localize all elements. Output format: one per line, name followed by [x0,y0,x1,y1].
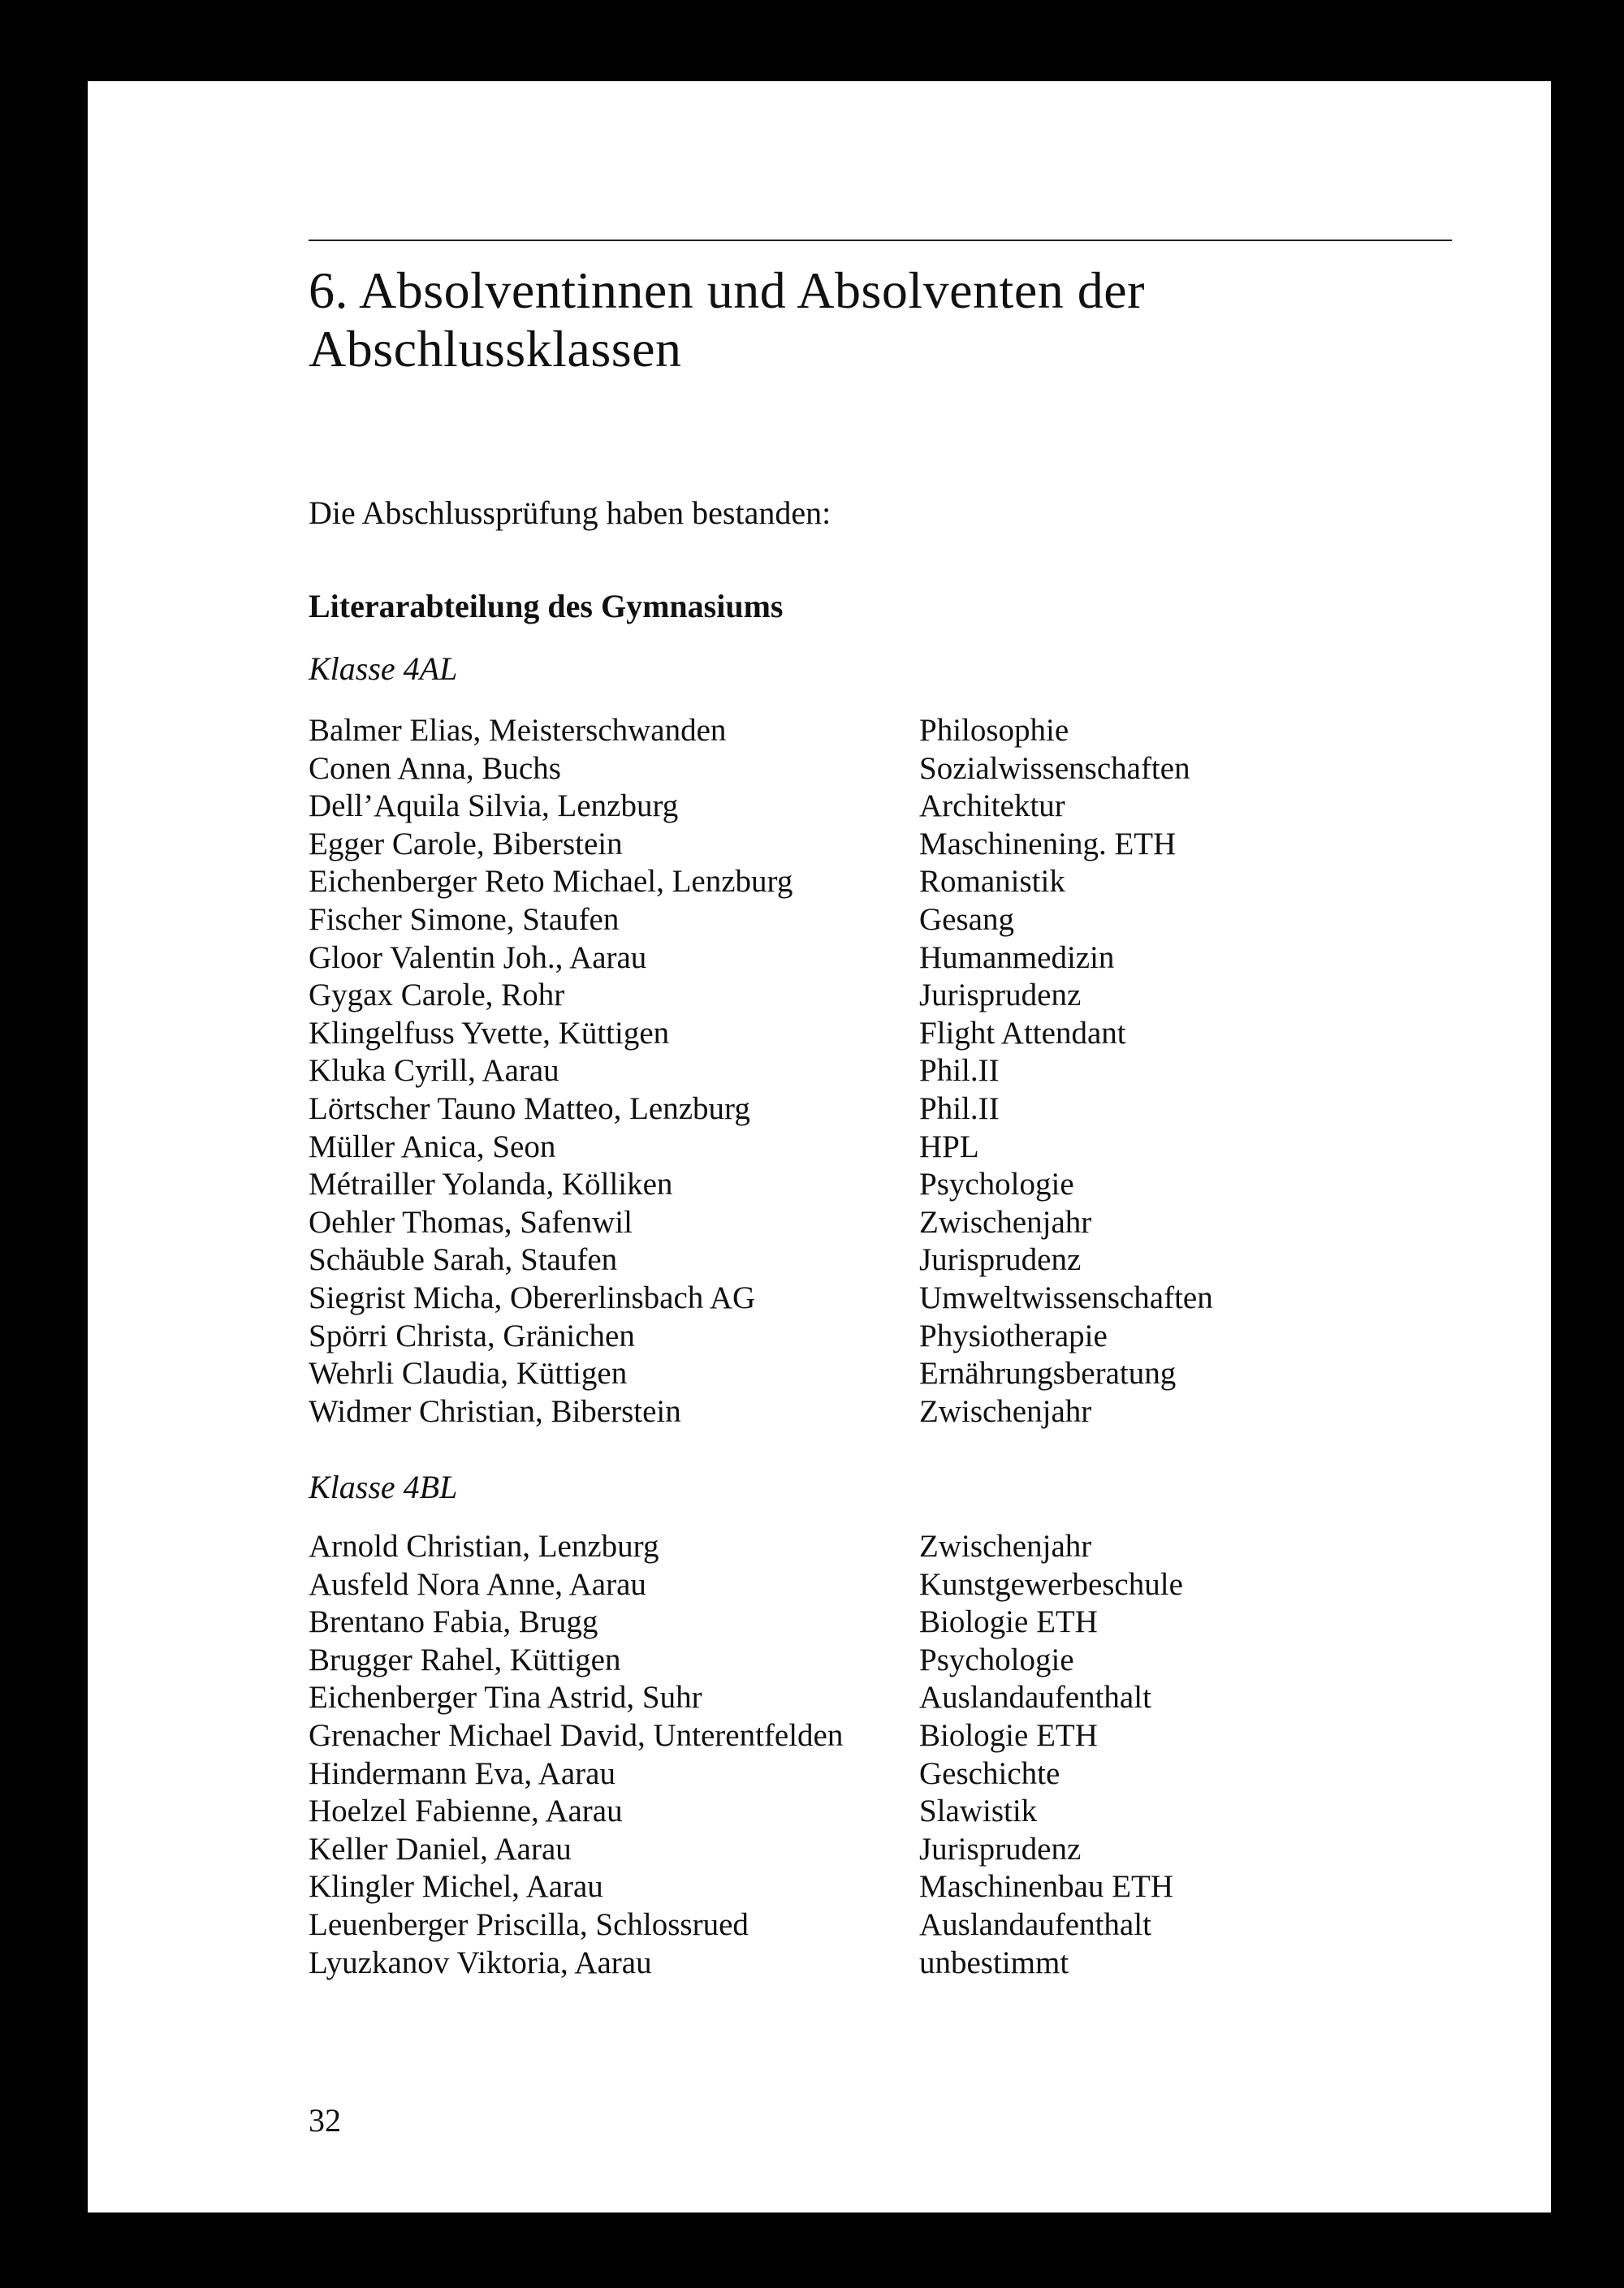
student-row [309,1604,1462,1642]
student-name: Dell’Aquila Silvia, Lenzburg [309,788,679,824]
student-row [309,826,1462,864]
student-list-4al [309,712,1462,1431]
student-row [309,1831,1462,1869]
student-row [309,1355,1462,1393]
class-heading-4al: Klasse 4AL [309,650,458,687]
student-name: Brentano Fabia, Brugg [309,1604,598,1640]
student-row [309,863,1462,901]
student-row [309,750,1462,788]
student-destination: Physiotherapie [919,1318,1108,1353]
student-destination: Biologie ETH [919,1717,1098,1753]
student-destination: Phil.II [919,1090,1000,1126]
chapter-title [309,261,1445,378]
student-row [309,1090,1462,1129]
student-row [309,1280,1462,1318]
section-heading: Literarabteilung des Gymnasiums [309,588,784,624]
student-name: Lörtscher Tauno Matteo, Lenzburg [309,1090,750,1126]
document-page [88,81,1551,2212]
student-name: Eichenberger Reto Michael, Lenzburg [309,864,793,900]
student-name: Conen Anna, Buchs [309,750,561,786]
student-name: Lyuzkanov Viktoria, Aarau [309,1945,652,1980]
student-row [309,1906,1462,1945]
student-row [309,788,1462,826]
student-row [309,1052,1462,1090]
student-destination: Maschinenbau ETH [919,1869,1173,1905]
student-row [309,1393,1462,1431]
student-name: Wehrli Claudia, Küttigen [309,1356,628,1392]
student-destination: Jurisprudenz [919,978,1082,1013]
student-destination: Phil.II [919,1053,1000,1089]
student-destination: Auslandaufenthalt [919,1680,1151,1716]
student-destination: HPL [919,1129,979,1164]
intro-text: Die Abschlussprüfung haben bestanden: [309,494,831,531]
student-destination: Humanmedizin [919,939,1115,975]
student-destination: Maschinening. ETH [919,826,1177,861]
student-row [309,1793,1462,1831]
student-name: Klingelfuss Yvette, Küttigen [309,1015,670,1051]
student-row [309,977,1462,1015]
student-destination: Flight Attendant [919,1015,1126,1051]
student-row [309,1528,1462,1566]
student-name: Oehler Thomas, Safenwil [309,1204,633,1240]
student-destination: Gesang [919,901,1014,937]
student-destination: Biologie ETH [919,1604,1098,1640]
student-destination: Romanistik [919,864,1065,900]
student-row [309,1717,1462,1755]
student-destination: Kunstgewerbeschule [919,1566,1183,1602]
student-destination: Zwischenjahr [919,1529,1092,1564]
student-name: Leuenberger Priscilla, Schlossrued [309,1906,749,1942]
student-row [309,1566,1462,1604]
student-name: Spörri Christa, Gränichen [309,1318,635,1353]
chapter-title-line-1: 6. Absolventinnen und Absolventen der [309,261,1145,319]
student-destination: Zwischenjahr [919,1393,1092,1429]
student-destination: Psychologie [919,1167,1074,1202]
student-list-4bl [309,1528,1462,1982]
page-number: 32 [309,2102,341,2139]
student-destination: Auslandaufenthalt [919,1906,1151,1942]
student-destination: Ernährungsberatung [919,1356,1177,1392]
student-name: Klingler Michel, Aarau [309,1869,603,1905]
student-destination: Jurisprudenz [919,1831,1082,1867]
student-destination: Jurisprudenz [919,1242,1082,1278]
chapter-title-line-2: Abschlussklassen [309,320,682,378]
student-destination: unbestimmt [919,1945,1069,1980]
student-name: Schäuble Sarah, Staufen [309,1242,618,1278]
student-destination: Geschichte [919,1755,1060,1791]
student-name: Widmer Christian, Biberstein [309,1393,681,1429]
student-row [309,1868,1462,1906]
student-name: Egger Carole, Biberstein [309,826,623,861]
student-row [309,1129,1462,1167]
title-rule [309,240,1452,241]
student-row [309,1204,1462,1242]
student-name: Ausfeld Nora Anne, Aarau [309,1566,646,1602]
student-name: Müller Anica, Seon [309,1129,556,1164]
student-row [309,1015,1462,1053]
student-name: Hoelzel Fabienne, Aarau [309,1794,623,1829]
student-row [309,1679,1462,1717]
student-row [309,901,1462,939]
student-destination: Slawistik [919,1794,1038,1829]
student-name: Siegrist Micha, Obererlinsbach AG [309,1280,756,1315]
student-destination: Architektur [919,788,1065,824]
student-name: Grenacher Michael David, Unterentfelden [309,1717,844,1753]
student-destination: Zwischenjahr [919,1204,1092,1240]
student-row [309,1318,1462,1356]
student-row [309,712,1462,750]
student-destination: Psychologie [919,1642,1074,1677]
student-name: Arnold Christian, Lenzburg [309,1529,659,1564]
student-name: Gygax Carole, Rohr [309,978,565,1013]
student-name: Keller Daniel, Aarau [309,1831,572,1867]
student-row [309,1755,1462,1794]
student-name: Gloor Valentin Joh., Aarau [309,939,647,975]
student-name: Eichenberger Tina Astrid, Suhr [309,1680,702,1716]
student-name: Métrailler Yolanda, Kölliken [309,1167,673,1202]
student-row [309,1642,1462,1680]
class-heading-4bl: Klasse 4BL [309,1469,458,1505]
student-name: Kluka Cyrill, Aarau [309,1053,559,1089]
student-destination: Sozialwissenschaften [919,750,1190,786]
student-name: Hindermann Eva, Aarau [309,1755,615,1791]
student-destination: Umweltwissenschaften [919,1280,1213,1315]
student-row [309,1945,1462,1983]
student-row [309,1241,1462,1280]
student-row [309,939,1462,978]
student-row [309,1166,1462,1204]
student-name: Balmer Elias, Meisterschwanden [309,713,727,748]
student-name: Fischer Simone, Staufen [309,901,620,937]
student-destination: Philosophie [919,713,1069,748]
student-name: Brugger Rahel, Küttigen [309,1642,621,1677]
